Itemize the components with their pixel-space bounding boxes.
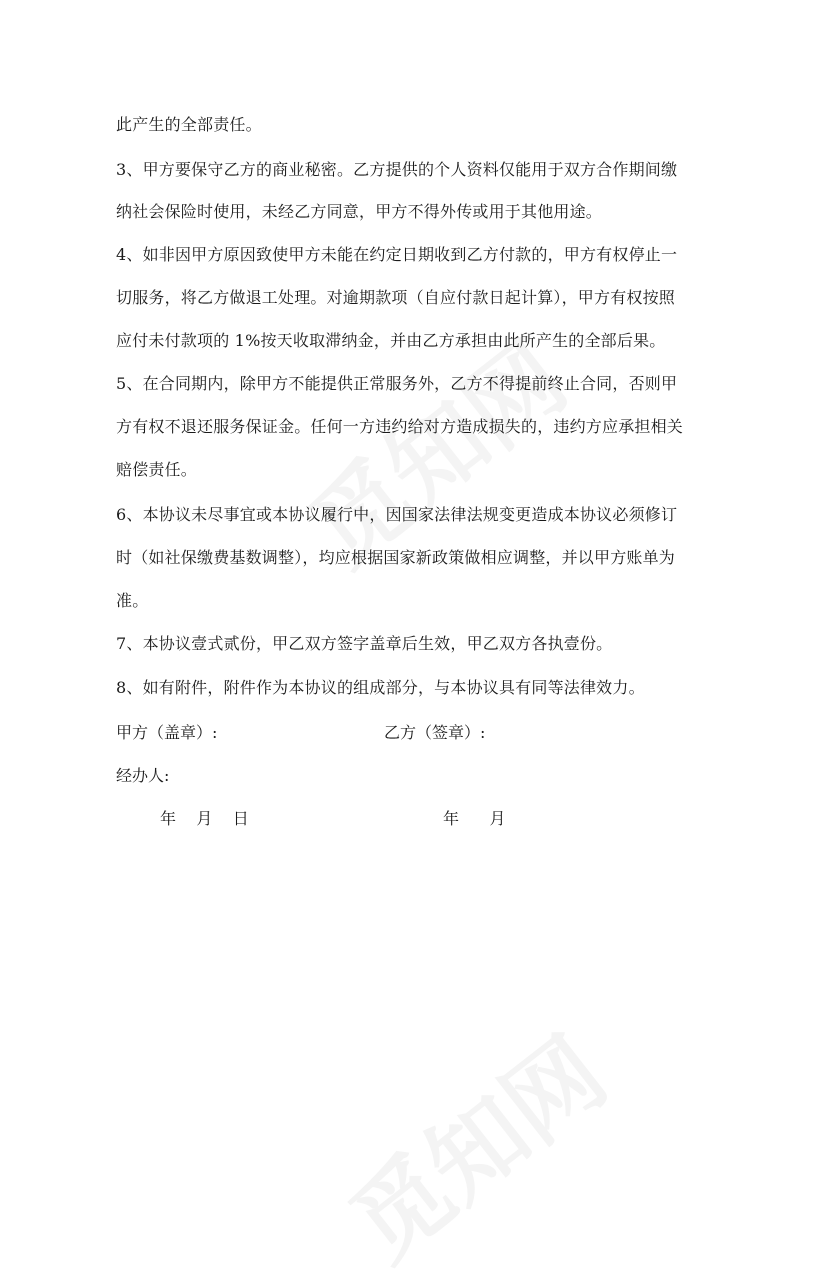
paragraph-line: 5、在合同期内，除甲方不能提供正常服务外，乙方不得提前终止合同，否则甲 <box>116 374 678 393</box>
paragraph-line: 4、如非因甲方原因致使甲方未能在约定日期收到乙方付款的，甲方有权停止一 <box>116 245 678 264</box>
paragraph-line: 切服务，将乙方做退工处理。对逾期款项（自应付款日起计算），甲方有权按照 <box>116 288 676 307</box>
handler-label: 经办人: <box>116 766 170 785</box>
party-a-date: 年 月 日 <box>160 809 249 828</box>
paragraph-line: 时（如社保缴费基数调整），均应根据国家新政策做相应调整，并以甲方账单为 <box>116 548 676 567</box>
paragraph-line: 8、如有附件，附件作为本协议的组成部分，与本协议具有同等法律效力。 <box>116 678 645 697</box>
paragraph-line: 应付未付款项的 1%按天收取滞纳金，并由乙方承担由此所产生的全部后果。 <box>116 331 666 350</box>
paragraph-line: 纳社会保险时使用，未经乙方同意，甲方不得外传或用于其他用途。 <box>116 202 603 221</box>
paragraph-line: 准。 <box>116 591 149 610</box>
paragraph-line: 7、本协议壹式贰份，甲乙双方签字盖章后生效，甲乙双方各执壹份。 <box>116 634 613 653</box>
party-b-date: 年 月 <box>443 809 506 828</box>
party-a-seal-label: 甲方（盖章）: <box>116 723 218 742</box>
paragraph-line: 3、甲方要保守乙方的商业秘密。乙方提供的个人资料仅能用于双方合作期间缴 <box>116 160 678 179</box>
paragraph-line: 赔偿责任。 <box>116 460 198 479</box>
paragraph-line: 方有权不退还服务保证金。任何一方违约给对方造成损失的，违约方应承担相关 <box>116 417 684 436</box>
watermark <box>318 1001 629 1286</box>
paragraph-line: 6、本协议未尽事宜或本协议履行中，因国家法律法规变更造成本协议必须修订 <box>116 505 678 524</box>
paragraph-line: 此产生的全部责任。 <box>116 115 262 134</box>
party-b-sign-label: 乙方（签章）: <box>384 723 486 742</box>
